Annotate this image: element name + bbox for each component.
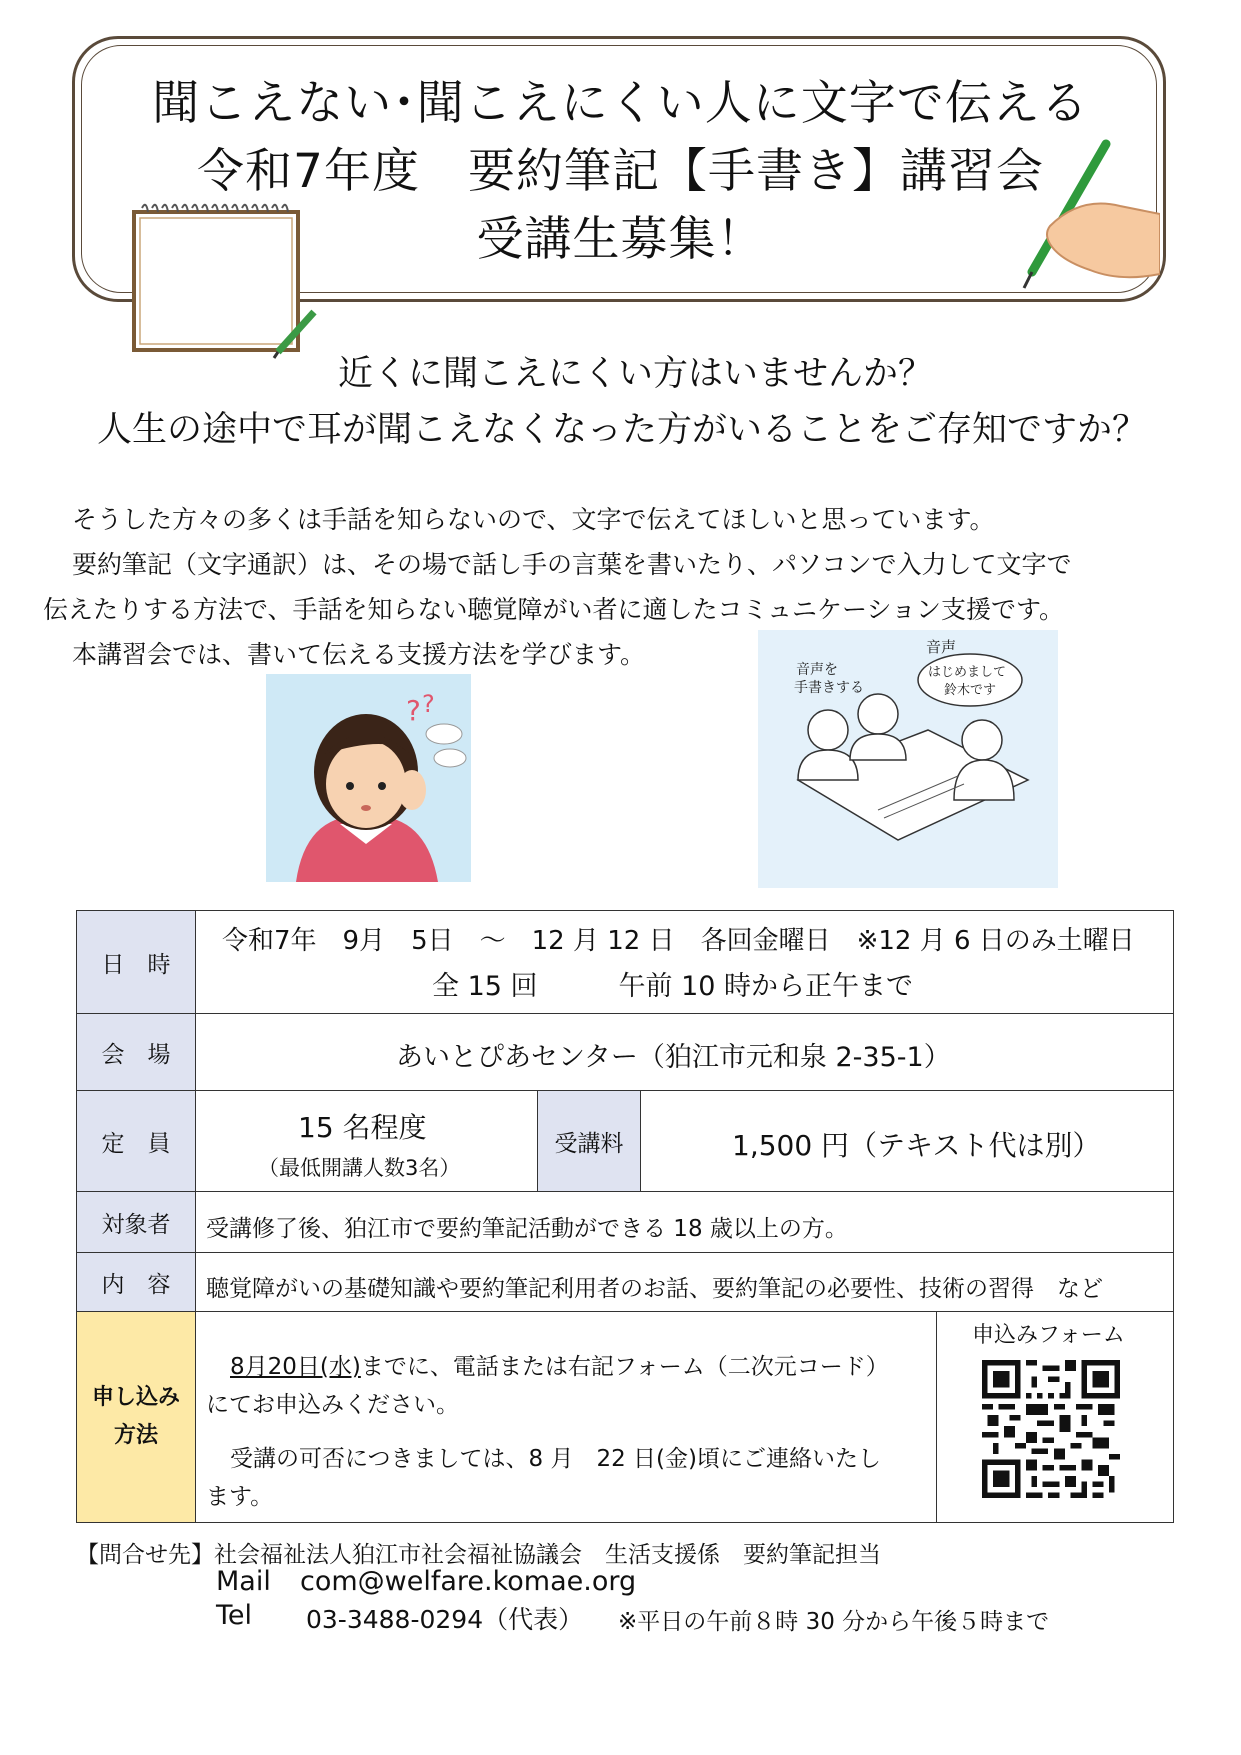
intro-line-4: 本講習会では、書いて伝える支援方法を学びます。 — [72, 640, 646, 669]
intro-line-2: 要約筆記（文字通訳）は、その場で話し手の言葉を書いたり、パソコンで入力して文字で — [72, 550, 1072, 579]
venue-label-cell — [76, 1013, 196, 1091]
form-label: 申込みフォーム — [972, 1323, 1125, 1348]
content-label-cell — [76, 1252, 196, 1312]
scene-bubble-right: はじめまして鈴木です — [928, 665, 1007, 698]
apply-deadline: 8月20日(水) — [230, 1354, 361, 1380]
capacity-label: 定 員 — [101, 1130, 171, 1157]
scene-label-voice: 音声 — [926, 638, 957, 656]
question-2: 人生の途中で耳が聞こえなくなった方がいることをご存知ですか？ — [97, 410, 1148, 450]
apply-line-1-rest: までに、電話または右記フォーム（二次元コード） — [360, 1354, 889, 1380]
notepad-icon — [128, 200, 318, 360]
capacity-label-cell — [76, 1090, 196, 1192]
fee-label-cell — [537, 1090, 641, 1192]
question-1: 近くに聞こえにくい方はいませんか？ — [338, 354, 934, 394]
tel-note: ※平日の午前８時 30 分から午後５時まで — [618, 1609, 1050, 1635]
mail-label: Mail — [216, 1566, 271, 1597]
apply-label-cell — [76, 1311, 196, 1523]
svg-text:?: ? — [422, 690, 435, 718]
venue-label: 会 場 — [101, 1041, 171, 1068]
date-line-2: 全 15 回 午前 10 時から正午まで — [432, 971, 914, 1002]
contact-line: 【問合せ先】社会福祉法人狛江市社会福祉協議会 生活支援係 要約筆記担当 — [76, 1542, 881, 1568]
target-label-cell — [76, 1191, 196, 1253]
date-line-1: 令和7年 9月 5日 ～ 12 月 12 日 各回金曜日 ※12 月 6 日のみ土曜日 — [222, 926, 1135, 956]
fee-value: 1,500 円（テキスト代は別） — [732, 1129, 1101, 1162]
target-label: 対象者 — [101, 1211, 171, 1238]
content-label: 内 容 — [101, 1271, 171, 1298]
qr-code-icon[interactable] — [982, 1360, 1120, 1498]
apply-line-2: にてお申込みください。 — [206, 1392, 459, 1418]
content-value: 聴覚障がいの基礎知識や要約筆記利用者のお話、要約筆記の必要性、技術の習得 など — [206, 1276, 1103, 1302]
apply-line-3: 受講の可否につきましては、8 月 22 日(金)頃にご連絡いたし — [230, 1446, 882, 1472]
date-label: 日 時 — [101, 951, 171, 978]
title-line-3: 受講生募集！ — [476, 212, 765, 267]
tel-label: Tel — [216, 1600, 253, 1631]
title-line-2: 令和7年度 要約筆記【手書き】講習会 — [197, 144, 1044, 199]
intro-line-3: 伝えたりする方法で、手話を知らない聴覚障がい者に適したコミュニケーション支援です。 — [43, 595, 1065, 624]
capacity-note: （最低開講人数3名） — [258, 1156, 461, 1180]
apply-label-line-1: 申し込み — [91, 1385, 180, 1410]
apply-line-4: ます。 — [206, 1484, 274, 1510]
apply-line-1 — [230, 1348, 889, 1381]
venue-value: あいとぴあセンター（狛江市元和泉 2-35-1） — [396, 1042, 951, 1073]
date-label-cell — [76, 910, 196, 1014]
intro-line-1: そうした方々の多くは手話を知らないので、文字で伝えてほしいと思っています。 — [72, 505, 995, 534]
target-value: 受講修了後、狛江市で要約筆記活動ができる 18 歳以上の方。 — [206, 1216, 848, 1242]
tel-value[interactable]: 03-3488-0294（代表） — [306, 1605, 584, 1634]
svg-text:?: ? — [406, 694, 421, 727]
hand-pencil-icon — [1010, 132, 1160, 292]
hard-of-hearing-woman-illustration — [266, 674, 471, 882]
fee-label: 受講料 — [554, 1130, 624, 1157]
title-line-1: 聞こえない･聞こえにくい人に文字で伝える — [152, 76, 1089, 131]
mail-value[interactable]: com@welfare.komae.org — [300, 1566, 637, 1597]
note-taking-scene-illustration — [758, 630, 1058, 888]
scene-bubble-left: 音声を手書きする — [794, 662, 864, 696]
capacity-value: 15 名程度 — [298, 1111, 427, 1144]
apply-label-line-2: 方法 — [113, 1423, 158, 1448]
